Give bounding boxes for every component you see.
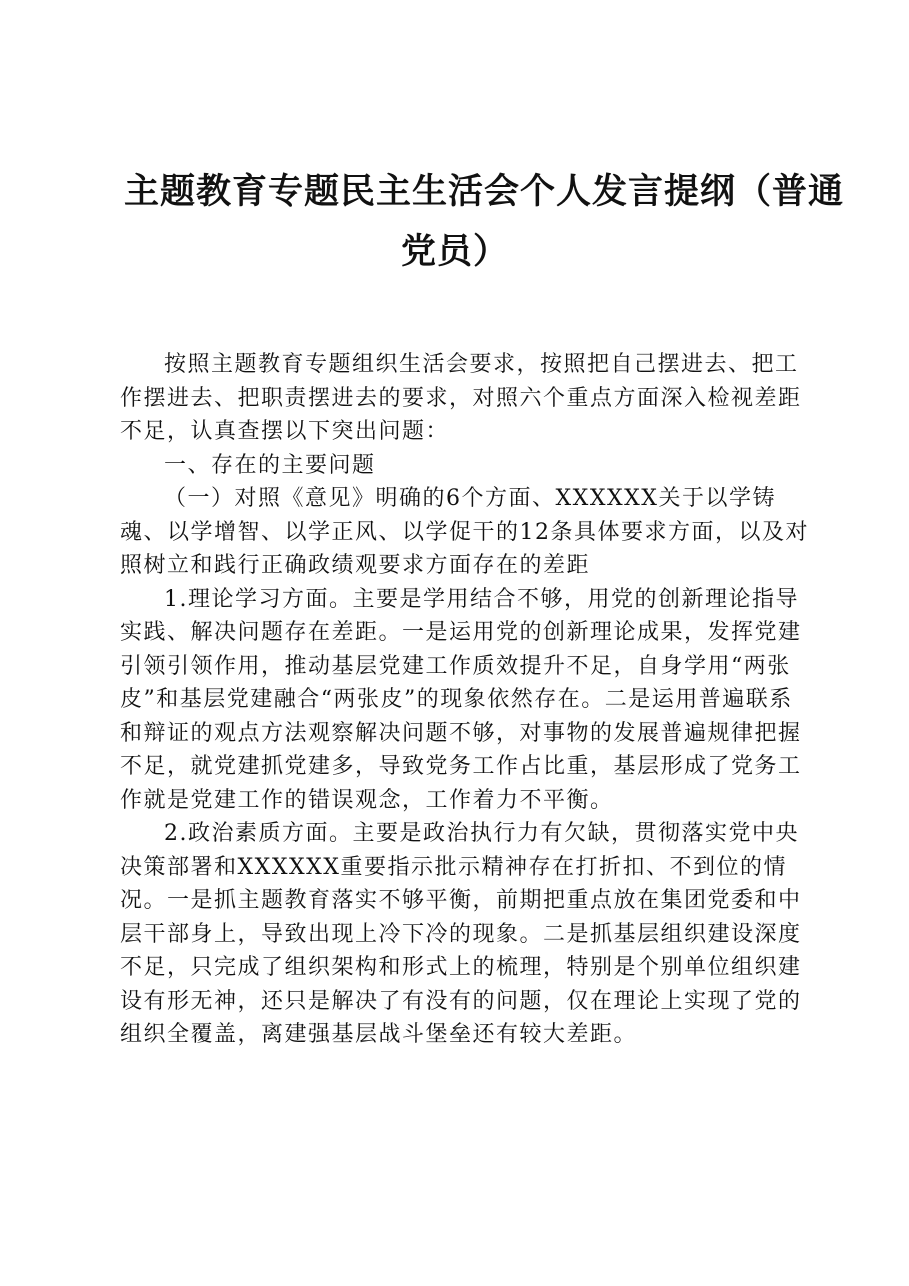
title-line-2: 党员） [400,231,509,272]
paragraph-political-quality: 2.政治素质方面。主要是政治执行力有欠缺，贯彻落实党中央决策部署和XXXXXX重要指示批示精神存在打折扣、不到位的情况。一是抓主题教育落实不够平衡，前期把重点放在集团党委和中层干部身上，导致出现上冷下冷的现象。二是抓基层组织建设深度不足，只完成了组织架构和形式上的梳理，特别是个别单位组织建设有形无神，还只是解决了有没有的问题，仅在理论上实现了党的组织全覆盖，离建强基层战斗堡垒还有较大差距。 [120,821,802,1047]
section-heading: 一、存在的主要问题 [164,452,376,478]
title-line-1: 主题教育专题民主生活会个人发言提纲（普通 [124,171,845,212]
document-title [110,162,845,282]
intro-paragraph: 按照主题教育专题组织生活会要求，按照把自己摆进去、把工作摆进去、把职责摆进去的要求，对照六个重点方面深入检视差距不足，认真查摆以下突出问题： [120,352,802,444]
subsection-heading: （一）对照《意见》明确的6个方面、XXXXXX关于以学铸魂、以学增智、以学正风、以学促干的12条具体要求方面，以及对照树立和践行正确政绩观要求方面存在的差距 [120,486,809,578]
paragraph-theory-study: 1.理论学习方面。主要是学用结合不够，用党的创新理论指导实践、解决问题存在差距。一是运用党的创新理论成果，发挥党建引领引领作用，推动基层党建工作质效提升不足，自身学用“两张皮”和基层党建融合“两张皮”的现象依然存在。二是运用普遍联系和辩证的观点方法观察解决问题不够，对事物的发展普遍规律把握不足，就党建抓党建多，导致党务工作占比重，基层形成了党务工作就是党建工作的错误观念，工作着力不平衡。 [120,586,802,813]
document-body [120,348,810,1052]
